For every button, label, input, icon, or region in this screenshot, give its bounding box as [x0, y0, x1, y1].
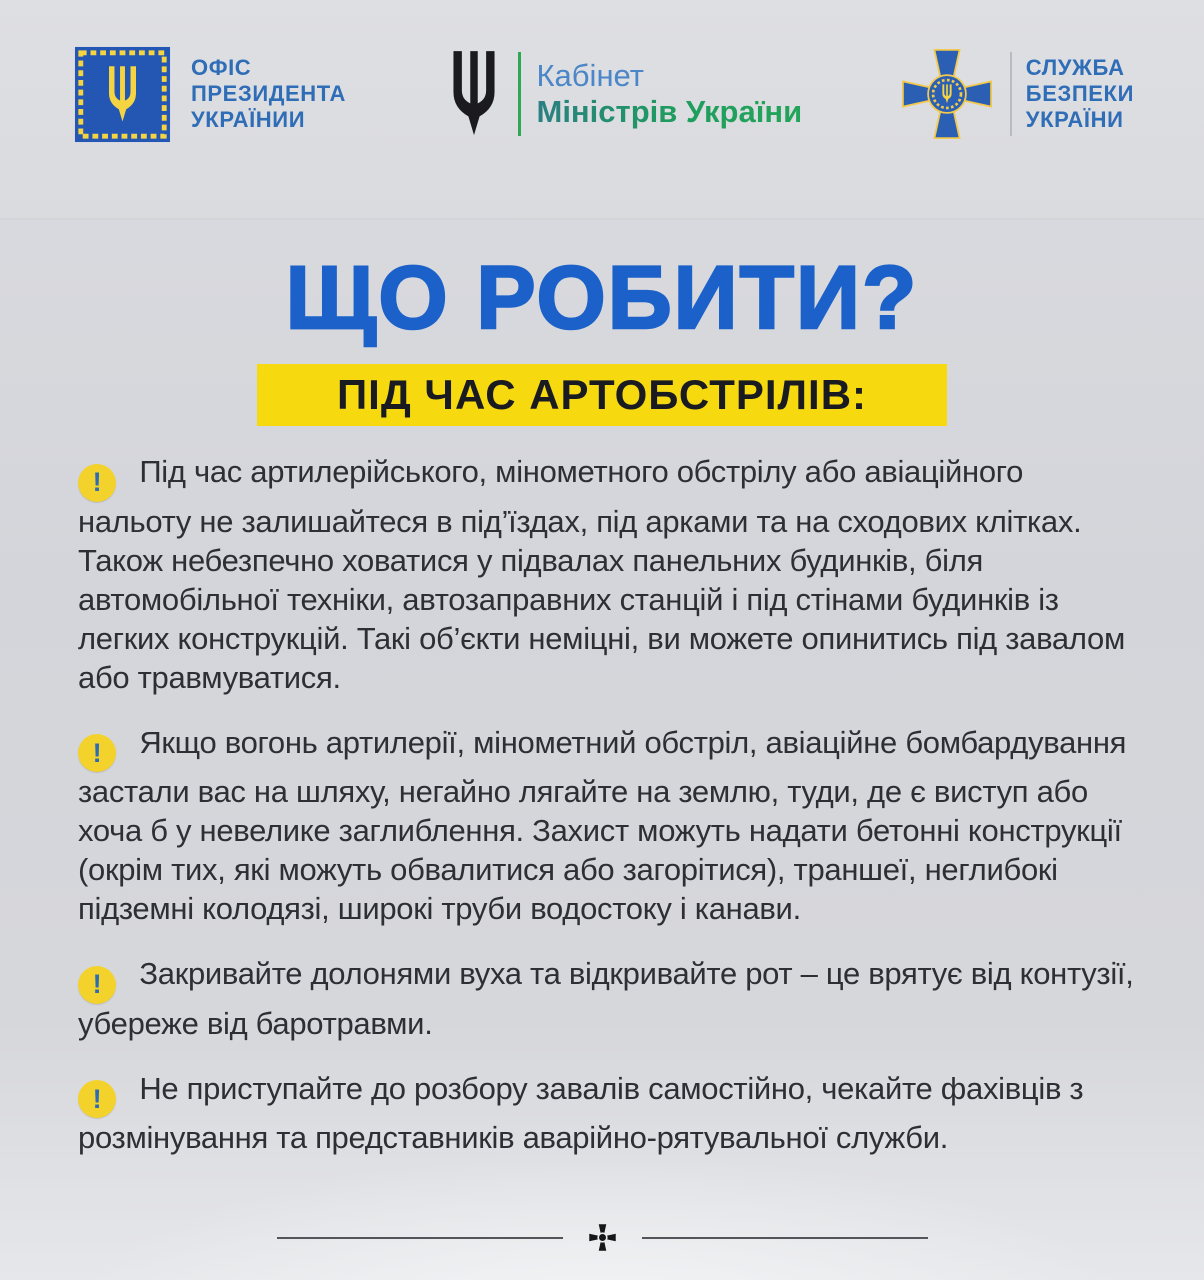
instruction-text: Закривайте долонями вуха та відкривайте рот – це врятує від контузії, убереже від баротравми. — [78, 956, 1134, 1041]
logo-text-line: ОФІС — [191, 55, 252, 80]
instruction-item — [78, 723, 1142, 929]
president-office-label — [191, 55, 346, 133]
exclamation-icon: ! — [78, 464, 116, 502]
cross-pattee-icon — [589, 1224, 616, 1251]
instructions-list — [78, 452, 1142, 1183]
logo-president-office — [74, 46, 346, 143]
logo-text-line: СЛУЖБА — [1025, 55, 1125, 80]
divider-line — [277, 1237, 563, 1239]
divider-line — [642, 1237, 928, 1239]
exclamation-icon: ! — [78, 966, 116, 1004]
sbu-label — [1026, 55, 1134, 133]
instruction-item — [78, 954, 1142, 1043]
logo-security-service — [902, 42, 1134, 146]
exclamation-icon: ! — [78, 734, 116, 772]
instruction-item — [78, 1069, 1142, 1158]
logo-text-line: Міністрів України — [536, 94, 803, 129]
logo-text-line: Кабінет — [536, 58, 644, 93]
logo-text-line: БЕЗПЕКИ — [1025, 81, 1134, 106]
logo-text-line: УКРАЇНИ — [1025, 107, 1124, 132]
instruction-text: Якщо вогонь артилерії, мінометний обстріл, авіаційне бомбардування застали вас на шляху, негайно лягайте на землю, туди, де є виступ або хоча б у невелике заглиблення. Захист можуть надати бетонні конструкції (окрім тих, які можуть обвалитися або загорітися), траншеї, неглибокі підземні колодязі, широкі труби водостоку і канави. — [78, 724, 1127, 926]
header — [0, 0, 1204, 218]
footer-divider — [0, 1224, 1204, 1251]
cabinet-label — [537, 58, 803, 130]
exclamation-icon: ! — [78, 1080, 116, 1118]
instruction-text: Під час артилерійського, мінометного обстрілу або авіаційного нальоту не залишайтеся в під’їздах, під арками та на сходових клітках. Також небезпечно ховатися у підвалах панельних будинків, біля автомобільної техніки, автозаправних станцій і під стінами будинків із легких конструкцій. Такі об’єкти неміцні, ви можете опинитись під завалом або травмуватися. — [78, 454, 1125, 695]
instruction-item — [78, 452, 1142, 697]
logo-cabinet-of-ministers — [446, 47, 803, 141]
logo-text-line: ПРЕЗИДЕНТА — [191, 81, 346, 106]
green-divider — [518, 52, 521, 136]
logo-text-line: УКРАЇНИИ — [191, 107, 306, 132]
sbu-emblem-icon — [902, 42, 992, 146]
page-title: ЩО РОБИТИ? — [285, 247, 919, 347]
cabinet-trident-icon — [446, 47, 502, 141]
gray-divider — [1010, 52, 1012, 136]
president-emblem-icon — [74, 46, 171, 143]
subtitle-banner: ПІД ЧАС АРТОБСТРІЛІВ: — [257, 364, 947, 426]
instruction-text: Не приступайте до розбору завалів самостійно, чекайте фахівців з розмінування та представників аварійно-рятувальної служби. — [78, 1070, 1084, 1155]
